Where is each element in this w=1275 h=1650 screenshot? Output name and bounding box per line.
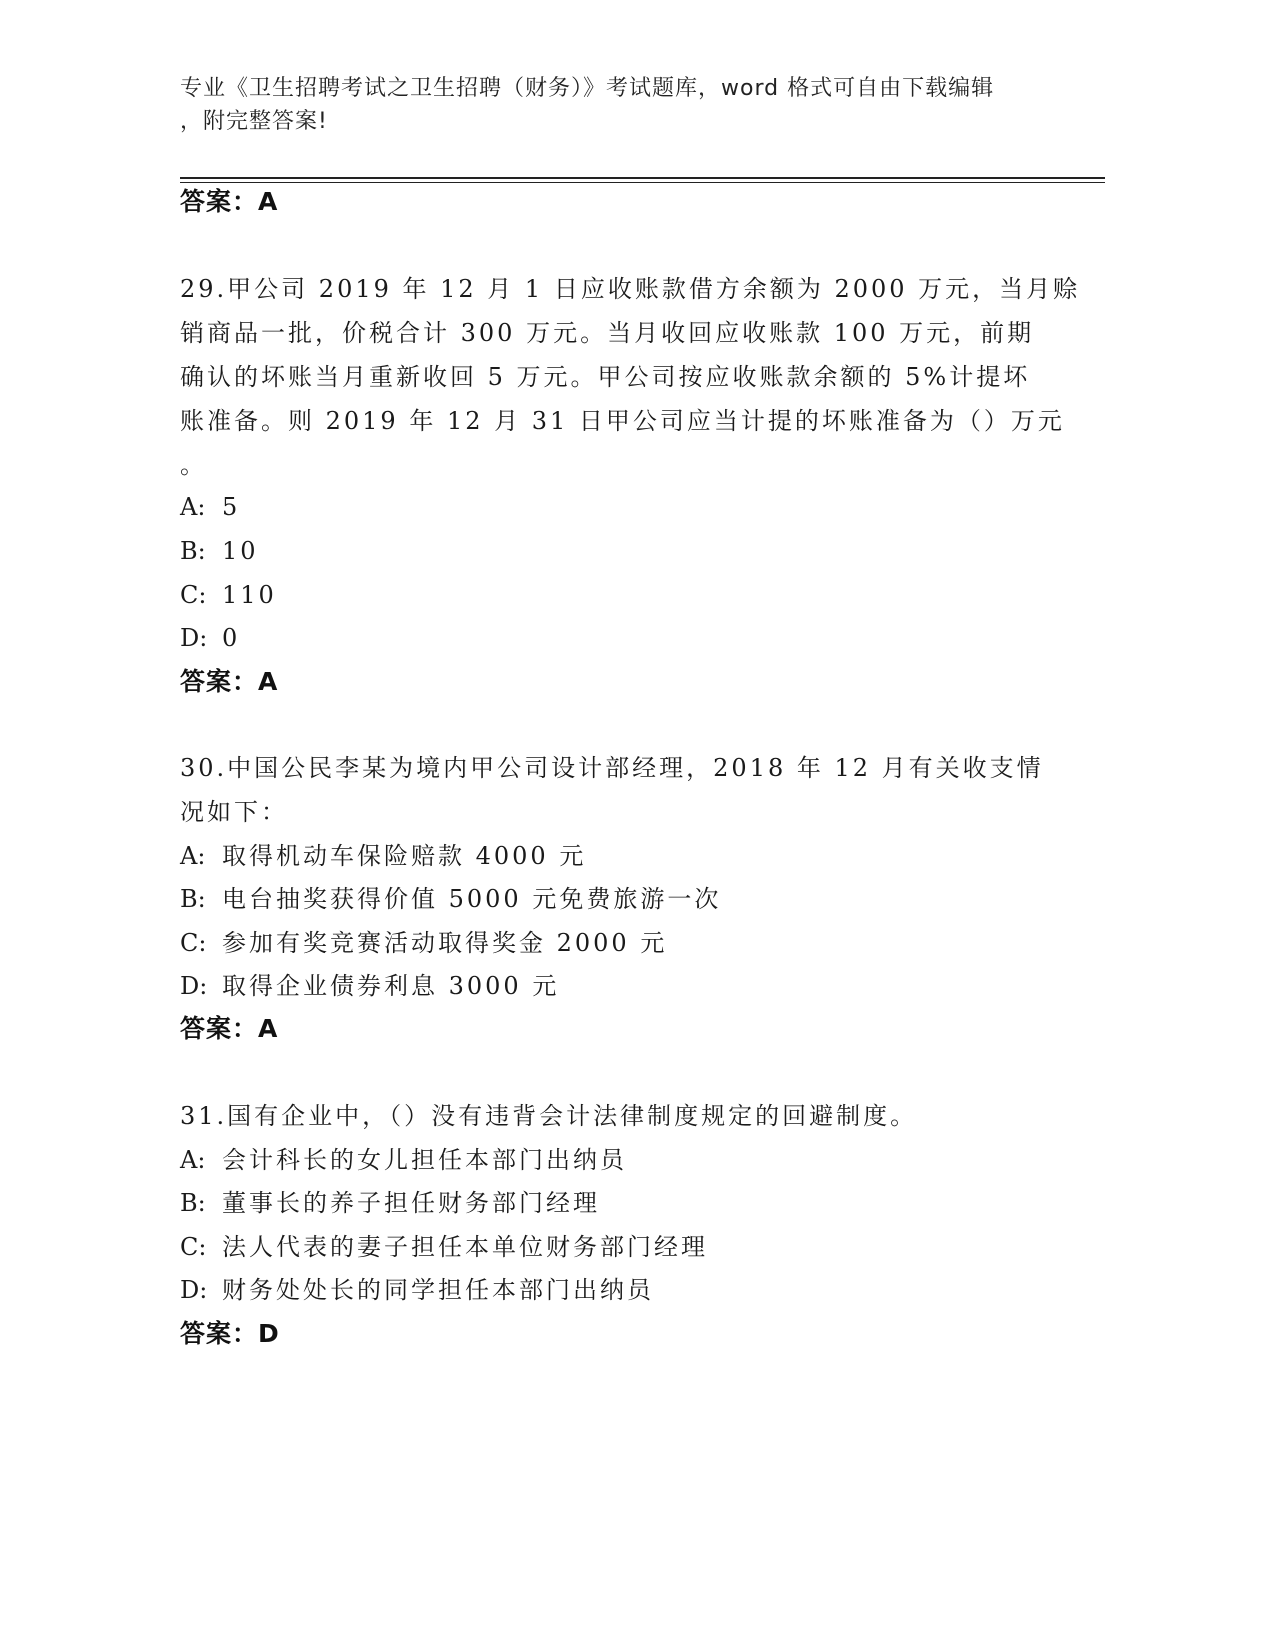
- option-label: C:: [180, 581, 207, 609]
- question-30-line-1: 30.中国公民李某为境内甲公司设计部经理，2018 年 12 月有关收支情: [180, 754, 1044, 782]
- question-29-line-5: 。: [180, 451, 207, 479]
- option-text: 0: [222, 624, 241, 652]
- option-label: B:: [180, 537, 206, 565]
- header-divider-thin: [180, 182, 1105, 183]
- question-29-answer: 答案：A: [180, 667, 279, 696]
- question-29-line-1: 29.甲公司 2019 年 12 月 1 日应收账款借方余额为 2000 万元，当月赊: [180, 275, 1081, 303]
- header-divider-thick: [180, 177, 1105, 179]
- question-29-line-3: 确认的坏账当月重新收回 5 万元。甲公司按应收账款余额的 5%计提坏: [180, 363, 1031, 391]
- question-31-answer: 答案：D: [180, 1319, 280, 1348]
- question-30-option-c: [180, 928, 667, 958]
- option-text: 5: [222, 493, 241, 521]
- option-text: 会计科长的女儿担任本部门出纳员: [222, 1146, 627, 1174]
- question-31-option-a: [180, 1145, 627, 1175]
- document-header: [180, 72, 1040, 138]
- option-text: 财务处处长的同学担任本部门出纳员: [222, 1276, 654, 1304]
- option-text: 董事长的养子担任财务部门经理: [222, 1189, 600, 1217]
- option-label: C:: [180, 929, 207, 957]
- question-29-option-c: [180, 580, 277, 610]
- option-label: A:: [180, 842, 206, 870]
- option-text: 法人代表的妻子担任本单位财务部门经理: [222, 1233, 708, 1261]
- option-text: 110: [222, 581, 277, 609]
- option-label: A:: [180, 493, 206, 521]
- question-31-line-1: 31.国有企业中，（）没有违背会计法律制度规定的回避制度。: [180, 1102, 918, 1130]
- option-label: B:: [180, 885, 206, 913]
- option-label: D:: [180, 624, 208, 652]
- option-text: 取得企业债券利息 3000 元: [222, 972, 560, 1000]
- option-text: 取得机动车保险赔款 4000 元: [222, 842, 587, 870]
- question-30-option-a: [180, 841, 586, 871]
- question-29-option-a: [180, 492, 240, 522]
- question-31-option-c: [180, 1232, 708, 1262]
- question-30-line-2: 况如下：: [180, 798, 288, 826]
- option-text: 10: [222, 537, 259, 565]
- option-label: B:: [180, 1189, 206, 1217]
- option-label: A:: [180, 1146, 206, 1174]
- option-text: 参加有奖竞赛活动取得奖金 2000 元: [222, 929, 668, 957]
- header-line-1: 专业《卫生招聘考试之卫生招聘（财务）》考试题库，word 格式可自由下载编辑: [180, 76, 995, 101]
- question-30-option-d: [180, 971, 559, 1001]
- question-31-option-d: [180, 1275, 654, 1305]
- question-29-line-4: 账准备。则 2019 年 12 月 31 日甲公司应当计提的坏账准备为（）万元: [180, 407, 1065, 435]
- question-29-option-d: [180, 623, 240, 653]
- question-31-option-b: [180, 1188, 600, 1218]
- option-label: C:: [180, 1233, 207, 1261]
- option-label: D:: [180, 972, 208, 1000]
- question-29-line-2: 销商品一批，价税合计 300 万元。当月收回应收账款 100 万元，前期: [180, 319, 1035, 347]
- question-30-answer: 答案：A: [180, 1014, 279, 1043]
- header-line-2: ，附完整答案!: [180, 109, 328, 134]
- answer-line: 答案：A: [180, 187, 279, 216]
- question-30-option-b: [180, 884, 721, 914]
- option-label: D:: [180, 1276, 208, 1304]
- option-text: 电台抽奖获得价值 5000 元免费旅游一次: [222, 885, 722, 913]
- question-29-option-b: [180, 536, 259, 566]
